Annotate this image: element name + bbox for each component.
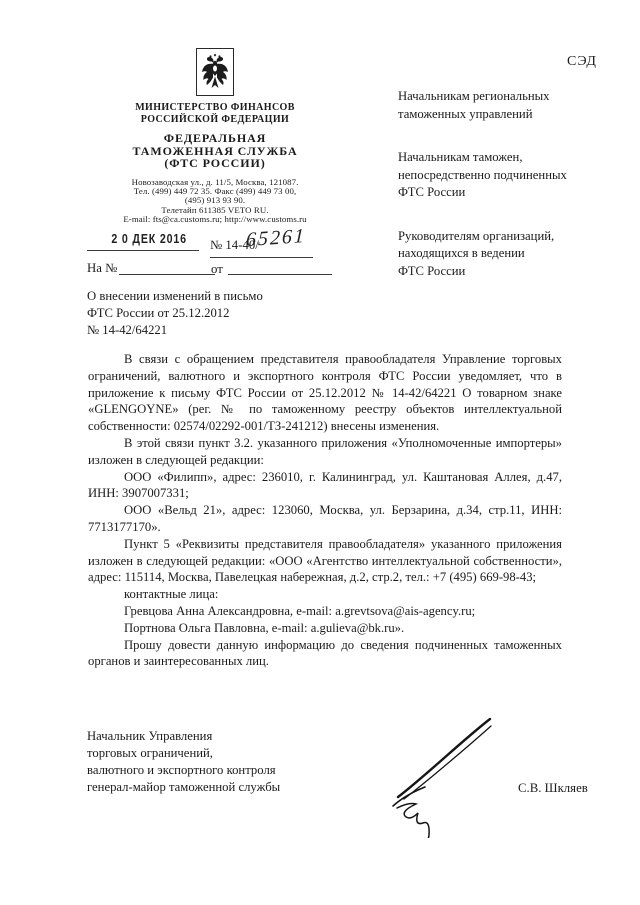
addressee-line: Начальникам региональных: [398, 89, 550, 103]
subject-line-2: ФТС России от 25.12.2012: [87, 306, 230, 320]
subject-line-3: № 14-42/64221: [87, 323, 168, 337]
addressee-line: Начальникам таможен,: [398, 150, 523, 164]
position-line: Начальник Управления: [87, 729, 213, 743]
position-line: торговых ограничений,: [87, 746, 213, 760]
ministry-line-2: РОССИЙСКОЙ ФЕДЕРАЦИИ: [140, 113, 290, 125]
letterhead: [60, 48, 370, 225]
addressee-line: Руководителям организаций,: [398, 228, 555, 243]
addressee-line: таможенных управлений: [398, 106, 533, 121]
paragraph-importer-filipp: ООО «Филипп», адрес: 236010, г. Калининград, ул. Каштановая Аллея, д.47, ИНН: 3907007331;: [88, 469, 562, 501]
paragraph-clause-32: В этой связи пункт 3.2. указанного приложения «Уполномоченные импортеры» изложен в следующей редакции:: [88, 435, 562, 467]
number-underline: [210, 257, 313, 258]
double-headed-eagle-icon: [200, 52, 230, 92]
ministry-name: [60, 102, 370, 125]
subject-line-1: О внесении изменений в письмо: [87, 289, 263, 303]
addressee-organization-leaders: [398, 228, 623, 281]
letter-body: [88, 351, 562, 670]
addressee-line: ФТС России: [398, 185, 466, 199]
paragraph-closing: Прошу довести данную информацию до сведения подчиненных таможенных органов и заинтересованных лиц.: [88, 637, 562, 669]
teletype-line: Телетайп 611385 VETO RU.: [161, 204, 269, 215]
address-line: Новозаводская ул., д. 11/5, Москва, 121087.: [131, 176, 299, 187]
agency-contact-info: [60, 178, 370, 225]
coat-of-arms-frame: [196, 48, 234, 96]
from-date-label: от: [211, 262, 223, 276]
addressee-customs-heads: [398, 149, 623, 202]
addressee-line: находящихся в ведении: [398, 246, 525, 260]
agency-line-1: ФЕДЕРАЛЬНАЯ: [163, 131, 267, 145]
agency-line-2: ТАМОЖЕННАЯ СЛУЖБА: [132, 143, 298, 158]
signature-position-block: [87, 728, 347, 796]
addressee-line: непосредственно подчиненных: [398, 167, 567, 182]
addressee-regional-directorates: [398, 88, 623, 123]
position-line: валютного и экспортного контроля: [87, 763, 276, 777]
handwritten-number: 65261: [245, 224, 307, 252]
addressee-list: [398, 88, 623, 306]
email-web-line: E-mail: fts@ca.customs.ru; http://www.customs.ru: [123, 214, 307, 225]
paragraph-contacts-header: контактные лица:: [124, 587, 219, 602]
addressee-line: ФТС России: [398, 263, 466, 278]
agency-line-3: (ФТС РОССИИ): [164, 156, 266, 170]
reply-underline: [119, 274, 215, 275]
letter-subject: [87, 288, 387, 339]
agency-name: [60, 132, 370, 170]
phone-line-2: (495) 913 93 90.: [184, 195, 246, 206]
handwritten-signature-icon: [388, 713, 496, 838]
date-underline: [87, 250, 199, 251]
sed-marker: СЭД: [567, 54, 597, 69]
date-stamp: 2 0 ДЕК 2016: [111, 231, 187, 246]
signer-name: С.В. Шкляев: [518, 781, 588, 795]
paragraph-importer-veld21: ООО «Вельд 21», адрес: 123060, Москва, ул. Берзарина, д.34, стр.11, ИНН: 7713177170».: [88, 503, 562, 534]
phone-line: Тел. (499) 449 72 35. Факс (499) 449 73 00,: [133, 185, 297, 196]
position-line: генерал-майор таможенной службы: [87, 780, 281, 794]
paragraph-intro: В связи с обращением представителя правообладателя Управление торговых ограничений, валютного и экспортного контроля ФТС России уведомляет, что в приложение к письму ФТС России от 25.12.2012 № 14-42/64221 О товарном знаке «GLENGOYNE» (рег. № по таможенному реестру объектов интеллектуальной собственности: 02574/02292-001/ТЗ-241212) внесены изменения.: [88, 352, 562, 434]
ministry-line-1: МИНИСТЕРСТВО ФИНАНСОВ: [135, 102, 295, 113]
from-underline: [228, 274, 332, 275]
reply-to-label: На №: [87, 261, 118, 275]
paragraph-contact-portnova: Портнова Ольга Павловна, e-mail: a.gulieva@bk.ru».: [124, 620, 405, 635]
paragraph-clause-5: Пункт 5 «Реквизиты представителя правообладателя» указанного приложения изложен в следующей редакции: «ООО «Агентство интеллектуальной собственности», адрес: 115114, Москва, Павелецкая набережная, д.2, стр.2, тел.: +7 (495) 669-98-43;: [88, 536, 562, 585]
paragraph-contact-grevtsova: Гревцова Анна Александровна, e-mail: a.grevtsova@ais-agency.ru;: [124, 603, 476, 618]
outgoing-number-prefix: № 14-40/: [210, 238, 259, 252]
